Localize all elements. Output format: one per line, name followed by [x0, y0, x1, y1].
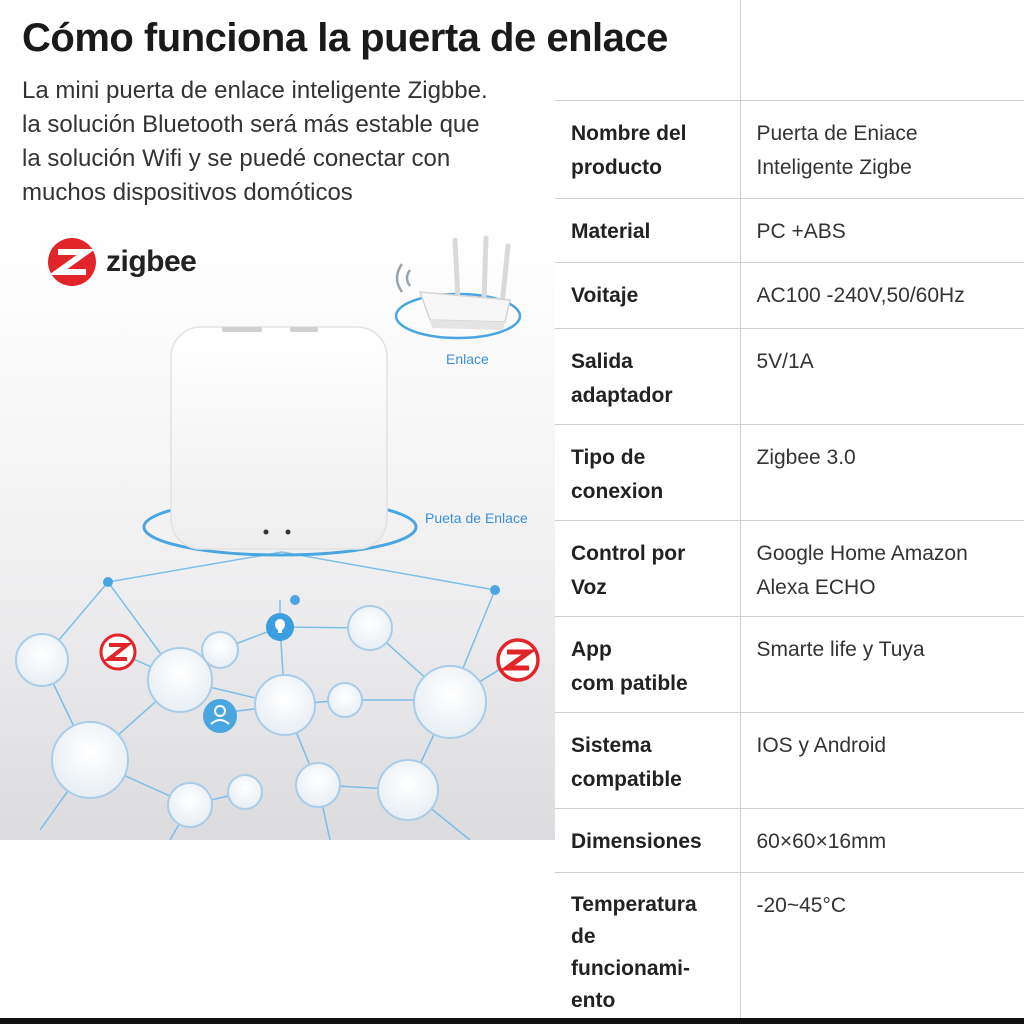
thermostat-icon [255, 675, 315, 735]
zigbee-badge-icon [101, 635, 135, 669]
spec-key-line: Control por [571, 542, 686, 565]
water-sensor-icon [228, 775, 262, 809]
table-header-cell [740, 0, 1024, 100]
network-diagram [0, 220, 555, 840]
spec-value [740, 425, 1024, 521]
page-title: Cómo funciona la puerta de enlace [22, 16, 668, 60]
spec-value-line: Zigbee 3.0 [756, 446, 856, 469]
table-row [555, 617, 1024, 713]
spec-key-line: de [571, 925, 596, 948]
spec-value [740, 713, 1024, 809]
siren-icon [348, 606, 392, 650]
spec-key [555, 199, 740, 263]
spec-key-line: com patible [571, 672, 688, 695]
spec-key-line: Voitaje [571, 284, 639, 307]
zigbee-badge-icon [498, 640, 538, 680]
spec-key [555, 617, 740, 713]
spec-key [555, 329, 740, 425]
table-row [555, 425, 1024, 521]
gateway-label: Pueta de Enlace [425, 510, 528, 526]
spec-key-line: adaptador [571, 384, 673, 407]
spec-key [555, 101, 740, 199]
table-row [555, 263, 1024, 329]
spec-value [740, 263, 1024, 329]
table-row [555, 809, 1024, 873]
spec-key [555, 809, 740, 873]
spec-key [555, 425, 740, 521]
intro-line: La mini puerta de enlace inteligente Zigbbe. [22, 77, 488, 104]
spec-key-line: Voz [571, 576, 607, 599]
table-row [555, 521, 1024, 617]
spec-key-line: Nombre del [571, 122, 687, 145]
spec-key-line: Temperatura [571, 893, 697, 916]
smart-plug-icon [148, 648, 212, 712]
spec-key-line: Material [571, 220, 651, 243]
bottom-border [0, 1018, 1024, 1024]
spec-value [740, 521, 1024, 617]
zigbee-brand [46, 236, 196, 288]
spec-value [740, 873, 1024, 1023]
spec-table [555, 100, 1024, 1023]
spec-key-line: Salida [571, 350, 633, 373]
spec-key-line: compatible [571, 768, 682, 791]
spec-key-line: Sistema [571, 734, 652, 757]
wall-switch-icon [16, 634, 68, 686]
door-sensor-icon [328, 683, 362, 717]
spec-key [555, 521, 740, 617]
humidity-sensor-icon [296, 763, 340, 807]
spec-key-line: Tipo de [571, 446, 646, 469]
spec-value-line: Smarte life y Tuya [756, 638, 925, 661]
spec-value [740, 101, 1024, 199]
spec-value-line: 60×60×16mm [756, 830, 887, 853]
spec-value-line: AC100 -240V,50/60Hz [756, 284, 965, 307]
spec-key [555, 263, 740, 329]
smart-lock-icon [414, 666, 486, 738]
spec-value-line: Puerta de Eniace [756, 122, 918, 145]
spec-key-line: App [571, 638, 612, 661]
motion-sensor-icon [168, 783, 212, 827]
spec-value-line: Alexa ECHO [756, 576, 876, 599]
spec-value-line: Inteligente Zigbe [756, 156, 912, 179]
gateway-device-icon [171, 327, 387, 549]
table-row [555, 873, 1024, 1023]
spec-key-line: ento [571, 989, 616, 1012]
spec-key [555, 713, 740, 809]
table-row [555, 329, 1024, 425]
control-panel-icon [52, 722, 128, 798]
spec-value-line: -20~45°C [756, 894, 847, 917]
spec-key-line: producto [571, 156, 662, 179]
router-icon [397, 238, 510, 330]
intro-line: la solución Bluetooth será más estable que [22, 111, 480, 138]
spec-value-line: PC +ABS [756, 220, 846, 243]
spec-key-line: funcionami- [571, 957, 690, 980]
intro-line: la solución Wifi y se puedé conectar con [22, 145, 451, 172]
zigbee-wordmark: zigbee [106, 245, 197, 278]
router-label: Enlace [446, 351, 489, 367]
spec-value-line: 5V/1A [756, 350, 814, 373]
intro-line: muchos dispositivos domóticos [22, 179, 353, 206]
spec-value [740, 809, 1024, 873]
spec-key-line: conexion [571, 480, 664, 503]
table-row [555, 101, 1024, 199]
gateway-illustration [0, 220, 555, 840]
spec-value [740, 329, 1024, 425]
spec-value [740, 199, 1024, 263]
spec-value [740, 617, 1024, 713]
table-row [555, 713, 1024, 809]
spec-value-line: Google Home Amazon [756, 542, 968, 565]
intro-text [22, 74, 552, 210]
camera-icon [202, 632, 238, 668]
spec-value-line: IOS y Android [756, 734, 887, 757]
table-row [555, 199, 1024, 263]
spec-key-line: Dimensiones [571, 830, 702, 853]
zigbee-logo-icon [46, 236, 98, 288]
curtain-motor-icon [378, 760, 438, 820]
spec-key [555, 873, 740, 1023]
